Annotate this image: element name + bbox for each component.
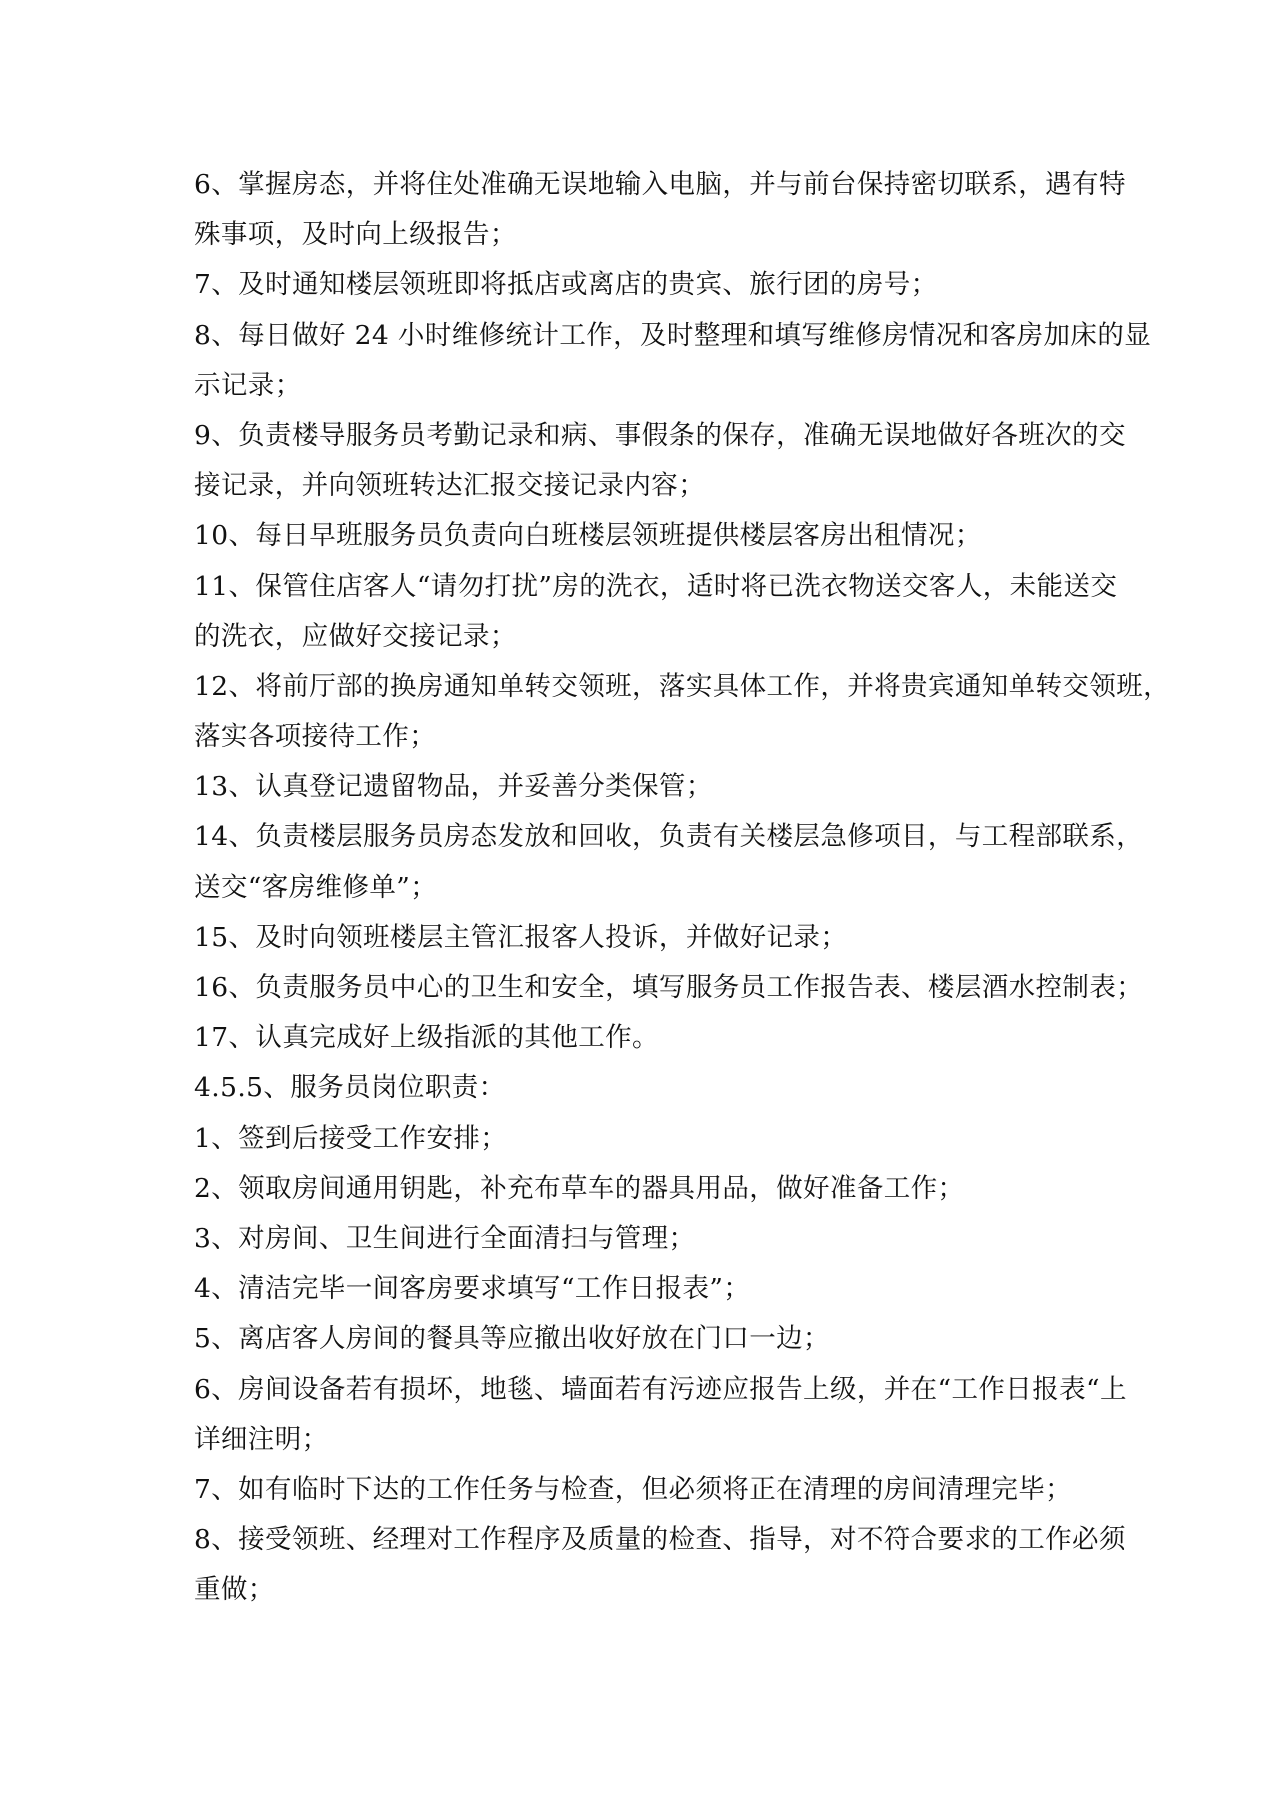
text-line: 7、如有临时下达的工作任务与检查，但必须将正在清理的房间清理完毕； bbox=[194, 1473, 1073, 1505]
text-line: 17、认真完成好上级指派的其他工作。 bbox=[194, 1022, 659, 1054]
text-line: 10、每日早班服务员负责向白班楼层领班提供楼层客房出租情况； bbox=[194, 520, 982, 552]
text-line: 12、将前厅部的换房通知单转交领班，落实具体工作，并将贵宾通知单转交领班， bbox=[194, 670, 1171, 702]
text-line: 重做； bbox=[194, 1574, 275, 1606]
text-line: 14、负责楼层服务员房态发放和回收，负责有关楼层急修项目，与工程部联系， bbox=[194, 821, 1144, 853]
document-body bbox=[194, 160, 1171, 1615]
text-line: 落实各项接待工作； bbox=[194, 721, 437, 753]
text-line: 6、掌握房态，并将住处准确无误地输入电脑，并与前台保持密切联系，遇有特 bbox=[194, 169, 1126, 200]
text-line: 接记录，并向领班转达汇报交接记录内容； bbox=[194, 470, 706, 502]
text-line: 5、离店客人房间的餐具等应撤出收好放在门口一边； bbox=[194, 1323, 830, 1355]
text-line: 详细注明； bbox=[194, 1423, 329, 1455]
text-line: 殊事项，及时向上级报告； bbox=[194, 219, 517, 251]
section-heading: 4.5.5、服务员岗位职责： bbox=[194, 1072, 506, 1104]
text-line: 9、负责楼导服务员考勤记录和病、事假条的保存，准确无误地做好各班次的交 bbox=[194, 419, 1126, 451]
text-line: 15、及时向领班楼层主管汇报客人投诉，并做好记录； bbox=[194, 921, 848, 953]
text-line: 16、负责服务员中心的卫生和安全，填写服务员工作报告表、楼层酒水控制表； bbox=[194, 972, 1144, 1003]
text-line: 1、签到后接受工作安排； bbox=[194, 1122, 508, 1154]
text-line: 4、清洁完毕一间客房要求填写“工作日报表”； bbox=[194, 1273, 751, 1305]
text-line: 13、认真登记遗留物品，并妥善分类保管； bbox=[194, 771, 713, 803]
text-line: 7、及时通知楼层领班即将抵店或离店的贵宾、旅行团的房号； bbox=[194, 269, 938, 301]
text-line: 8、接受领班、经理对工作程序及质量的检查、指导，对不符合要求的工作必须 bbox=[194, 1524, 1126, 1556]
text-line: 送交“客房维修单”； bbox=[194, 871, 438, 903]
text-line: 6、房间设备若有损坏，地毯、墙面若有污迹应报告上级，并在“工作日报表“上 bbox=[194, 1373, 1127, 1405]
text-line: 3、对房间、卫生间进行全面清扫与管理； bbox=[194, 1222, 696, 1254]
text-line: 2、领取房间通用钥匙，补充布草车的器具用品，做好准备工作； bbox=[194, 1172, 965, 1204]
text-line: 示记录； bbox=[194, 369, 302, 401]
text-line: 11、保管住店客人“请勿打扰”房的洗衣，适时将已洗衣物送交客人，未能送交 bbox=[194, 570, 1118, 602]
text-line: 的洗衣，应做好交接记录； bbox=[194, 620, 517, 652]
text-line: 8、每日做好 24 小时维修统计工作，及时整理和填写维修房情况和客房加床的显 bbox=[194, 319, 1152, 351]
